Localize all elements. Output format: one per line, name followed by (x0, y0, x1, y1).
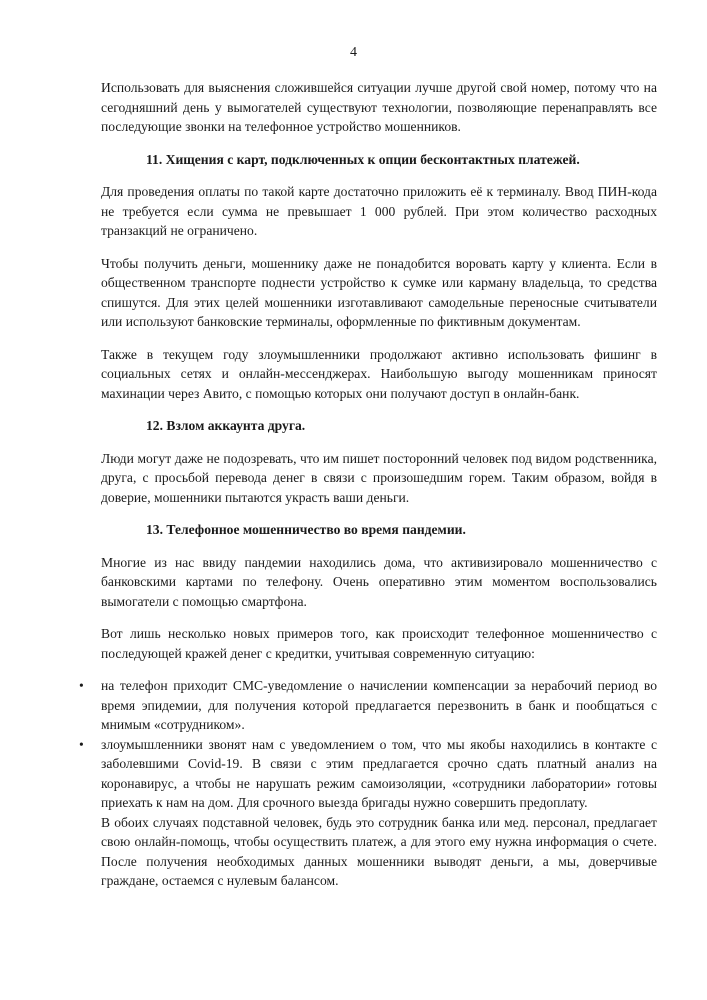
section-11-paragraph-2: Чтобы получить деньги, мошеннику даже не понадобится воровать карту у клиента. Если в общественном транспорте поднести устройство к сумке или карману владельца, то средства спишутся. Для этих целей мошенники изготавливают самодельные переносные считыватели или используют банковские терминалы, оформленные по фиктивным документам. (101, 255, 657, 329)
fraud-examples-list (79, 676, 657, 813)
page-number: 4 (350, 45, 357, 60)
section-13-paragraph-1: Многие из нас ввиду пандемии находились дома, что активизировало мошенничество с банковскими картами по телефону. Очень оперативно этим моментом воспользовались вымогатели с помощью смартфона. (101, 554, 657, 609)
bullet-icon: • (79, 678, 84, 693)
bullet-icon: • (79, 736, 84, 752)
list-item (79, 735, 657, 813)
section-13-paragraph-2: Вот лишь несколько новых примеров того, как происходит телефонное мошенничество с последующей кражей денег с кредитки, учитывая современную ситуацию: (101, 626, 657, 661)
closing-paragraph: В обоих случаях подставной человек, будь это сотрудник банка или мед. персонал, предлагает свою онлайн-помощь, чтобы осуществить платеж, а для этого ему нужна информация о счете. После получения необходимых данных мошенники выводят деньги, а мы, доверчивые граждане, остаемся с нулевым балансом. (101, 814, 657, 888)
section-13-heading: 13. Телефонное мошенничество во время пандемии. (146, 522, 466, 537)
list-item (79, 676, 657, 735)
page-content (79, 78, 657, 891)
list-item-text: на телефон приходит СМС-уведомление о начислении компенсации за нерабочий период во время эпидемии, для получения которой предлагается перезвонить в банк и пообщаться с мнимым «сотрудником». (101, 678, 657, 732)
section-11-heading: 11. Хищения с карт, подключенных к опции бесконтактных платежей. (146, 151, 580, 167)
section-12-paragraph-1: Люди могут даже не подозревать, что им пишет посторонний человек под видом родственника, друга, с просьбой перевода денег в связи с произошедшим горем. Таким образом, войдя в доверие, мошенники пытаются украсть ваши деньги. (101, 450, 657, 505)
section-11-paragraph-1: Для проведения оплаты по такой карте достаточно приложить её к терминалу. Ввод ПИН-кода не требуется если сумма не превышает 1 000 рублей. При этом количество расходных транзакций не ограничено. (101, 184, 657, 238)
intro-paragraph: Использовать для выяснения сложившейся ситуации лучше другой свой номер, потому что на сегодняшний день у вымогателей существуют технологии, позволяющие перенаправлять все последующие звонки на телефонное устройство мошенников. (101, 80, 657, 134)
list-item-text: злоумышленники звонят нам с уведомлением о том, что мы якобы находились в контакте с заболевшими Covid-19. В связи с этим предлагается срочно сдать платный анализ на коронавирус, а чтобы не нарушать режим самоизоляции, «сотрудники лаборатории» готовы приехать к нам на дом. Для срочного выезда бригады нужно совершить предоплату. (101, 736, 657, 810)
section-12-heading: 12. Взлом аккаунта друга. (146, 418, 306, 433)
section-11-paragraph-3: Также в текущем году злоумышленники продолжают активно использовать фишинг в социальных сетях и онлайн-мессенджерах. Наибольшую выгоду мошенникам приносят махинации через Авито, с помощью которых они получают доступ в онлайн-банк. (101, 346, 657, 401)
